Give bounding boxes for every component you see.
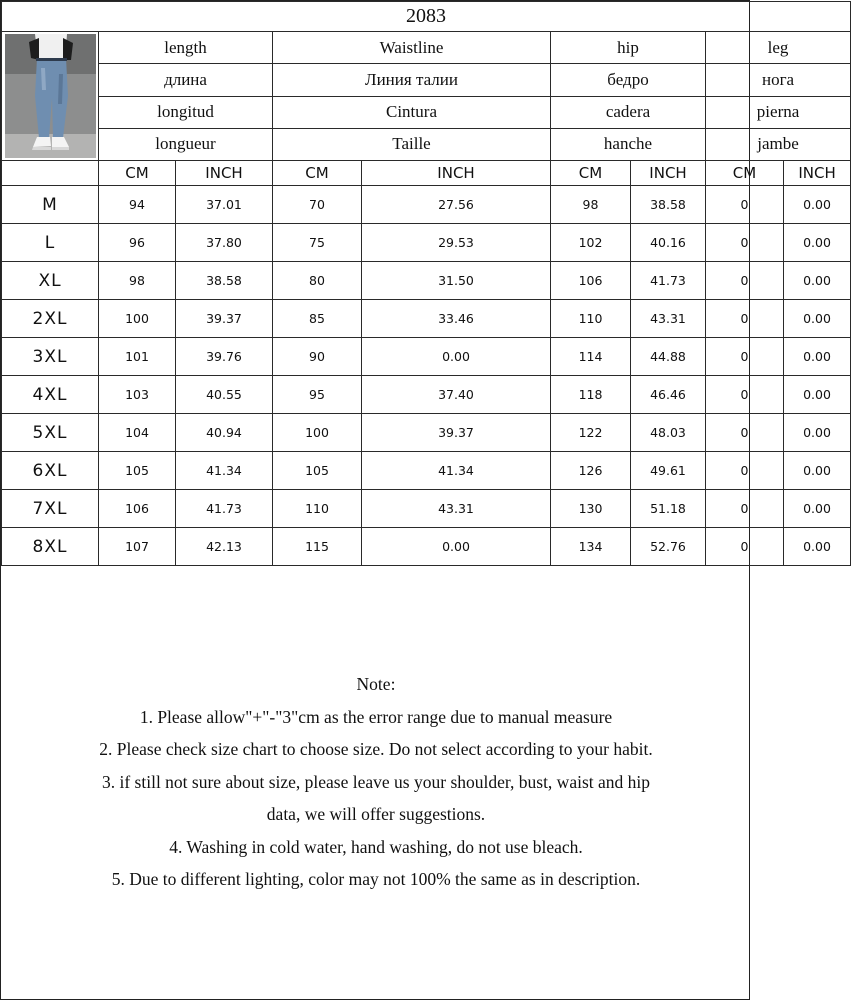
cell-leg-inch: 0.00 bbox=[784, 262, 851, 300]
cell-waist-inch: 0.00 bbox=[362, 528, 551, 566]
header-waistline-ru: Линия талии bbox=[273, 64, 551, 96]
cell-leg-inch: 0.00 bbox=[784, 186, 851, 224]
cell-leg-inch: 0.00 bbox=[784, 338, 851, 376]
cell-hip-cm: 98 bbox=[551, 186, 631, 224]
cell-waist-inch: 37.40 bbox=[362, 376, 551, 414]
cell-hip-cm: 110 bbox=[551, 300, 631, 338]
cell-length-cm: 104 bbox=[99, 414, 176, 452]
cell-waist-inch: 29.53 bbox=[362, 224, 551, 262]
cell-waist-cm: 105 bbox=[273, 452, 362, 490]
cell-hip-inch: 46.46 bbox=[631, 376, 706, 414]
note-line-2: 2. Please check size chart to choose size. Do not select according to your habit. bbox=[99, 739, 653, 759]
cell-length-cm: 94 bbox=[99, 186, 176, 224]
header-leg-ru: нога bbox=[706, 64, 851, 96]
size-row bbox=[2, 414, 851, 452]
cell-leg-cm: 0 bbox=[706, 452, 784, 490]
cell-leg-cm: 0 bbox=[706, 338, 784, 376]
notes-section bbox=[1, 668, 751, 896]
header-length-es: longitud bbox=[99, 96, 273, 128]
cell-length-inch: 37.01 bbox=[176, 186, 273, 224]
unit-hip-cm: CM bbox=[551, 161, 631, 186]
cell-hip-cm: 134 bbox=[551, 528, 631, 566]
cell-waist-inch: 31.50 bbox=[362, 262, 551, 300]
size-row bbox=[2, 376, 851, 414]
cell-length-inch: 40.94 bbox=[176, 414, 273, 452]
title-row bbox=[2, 2, 851, 32]
cell-leg-inch: 0.00 bbox=[784, 300, 851, 338]
unit-length-inch: INCH bbox=[176, 161, 273, 186]
cell-hip-inch: 40.16 bbox=[631, 224, 706, 262]
cell-waist-inch: 41.34 bbox=[362, 452, 551, 490]
cell-length-cm: 103 bbox=[99, 376, 176, 414]
cell-length-cm: 101 bbox=[99, 338, 176, 376]
cell-length-inch: 41.73 bbox=[176, 490, 273, 528]
size-row bbox=[2, 490, 851, 528]
cell-waist-cm: 85 bbox=[273, 300, 362, 338]
cell-hip-cm: 130 bbox=[551, 490, 631, 528]
size-row bbox=[2, 528, 851, 566]
cell-length-cm: 107 bbox=[99, 528, 176, 566]
size-row bbox=[2, 262, 851, 300]
size-row bbox=[2, 186, 851, 224]
header-waistline-en: Waistline bbox=[273, 32, 551, 64]
size-chart-table bbox=[1, 1, 851, 566]
cell-leg-inch: 0.00 bbox=[784, 528, 851, 566]
cell-leg-cm: 0 bbox=[706, 186, 784, 224]
cell-length-inch: 42.13 bbox=[176, 528, 273, 566]
cell-leg-cm: 0 bbox=[706, 262, 784, 300]
cell-length-cm: 100 bbox=[99, 300, 176, 338]
notes-heading: Note: bbox=[356, 674, 396, 694]
cell-length-inch: 39.76 bbox=[176, 338, 273, 376]
header-row-english bbox=[2, 32, 851, 64]
cell-waist-cm: 115 bbox=[273, 528, 362, 566]
product-photo-cell bbox=[2, 32, 99, 161]
note-line-3a: 3. if still not sure about size, please leave us your shoulder, bust, waist and hip bbox=[101, 771, 650, 792]
cell-waist-cm: 80 bbox=[273, 262, 362, 300]
cell-leg-inch: 0.00 bbox=[784, 452, 851, 490]
size-label: 6XL bbox=[2, 452, 99, 490]
header-length-en: length bbox=[99, 32, 273, 64]
cell-leg-inch: 0.00 bbox=[784, 414, 851, 452]
cell-length-inch: 39.37 bbox=[176, 300, 273, 338]
cell-waist-inch: 33.46 bbox=[362, 300, 551, 338]
unit-hip-inch: INCH bbox=[631, 161, 706, 186]
unit-waist-cm: CM bbox=[273, 161, 362, 186]
header-hip-ru: бедро bbox=[551, 64, 706, 96]
cell-hip-inch: 49.61 bbox=[631, 452, 706, 490]
cell-leg-cm: 0 bbox=[706, 300, 784, 338]
cell-waist-inch: 0.00 bbox=[362, 338, 551, 376]
header-leg-en: leg bbox=[706, 32, 851, 64]
cell-leg-cm: 0 bbox=[706, 376, 784, 414]
header-length-fr: longueur bbox=[99, 128, 273, 160]
note-line-1: 1. Please allow"+"-"3"cm as the error range due to manual measure bbox=[139, 706, 613, 727]
cell-hip-cm: 106 bbox=[551, 262, 631, 300]
cell-leg-cm: 0 bbox=[706, 490, 784, 528]
size-label: 4XL bbox=[2, 376, 99, 414]
size-row bbox=[2, 224, 851, 262]
cell-length-inch: 41.34 bbox=[176, 452, 273, 490]
cell-hip-inch: 43.31 bbox=[631, 300, 706, 338]
cell-length-cm: 105 bbox=[99, 452, 176, 490]
cell-waist-cm: 70 bbox=[273, 186, 362, 224]
size-label: 8XL bbox=[2, 528, 99, 566]
cell-length-cm: 106 bbox=[99, 490, 176, 528]
cell-leg-inch: 0.00 bbox=[784, 376, 851, 414]
cell-hip-cm: 122 bbox=[551, 414, 631, 452]
cell-waist-inch: 43.31 bbox=[362, 490, 551, 528]
cell-hip-inch: 38.58 bbox=[631, 186, 706, 224]
cell-leg-cm: 0 bbox=[706, 224, 784, 262]
note-line-5: 5. Due to different lighting, color may not 100% the same as in description. bbox=[111, 869, 641, 889]
header-waistline-fr: Taille bbox=[273, 128, 551, 160]
cell-waist-cm: 95 bbox=[273, 376, 362, 414]
cell-leg-inch: 0.00 bbox=[784, 490, 851, 528]
header-length-ru: длина bbox=[99, 64, 273, 96]
header-row-spanish bbox=[2, 96, 851, 128]
size-label: M bbox=[2, 186, 99, 224]
size-label: L bbox=[2, 224, 99, 262]
size-label: 3XL bbox=[2, 338, 99, 376]
size-row bbox=[2, 452, 851, 490]
header-hip-fr: hanche bbox=[551, 128, 706, 160]
cell-leg-inch: 0.00 bbox=[784, 224, 851, 262]
note-line-3b: data, we will offer suggestions. bbox=[266, 804, 486, 824]
size-row bbox=[2, 300, 851, 338]
unit-length-cm: CM bbox=[99, 161, 176, 186]
header-row-russian bbox=[2, 64, 851, 96]
cell-length-cm: 98 bbox=[99, 262, 176, 300]
cell-hip-inch: 52.76 bbox=[631, 528, 706, 566]
cell-waist-cm: 75 bbox=[273, 224, 362, 262]
cell-waist-cm: 90 bbox=[273, 338, 362, 376]
header-waistline-es: Cintura bbox=[273, 96, 551, 128]
cell-leg-cm: 0 bbox=[706, 414, 784, 452]
unit-row bbox=[2, 161, 851, 186]
header-leg-fr: jambe bbox=[706, 128, 851, 160]
header-hip-en: hip bbox=[551, 32, 706, 64]
cell-hip-cm: 102 bbox=[551, 224, 631, 262]
size-label: 7XL bbox=[2, 490, 99, 528]
cell-waist-cm: 110 bbox=[273, 490, 362, 528]
unit-leg-inch: INCH bbox=[784, 161, 851, 186]
unit-leg-cm: CM bbox=[706, 161, 784, 186]
cell-hip-cm: 126 bbox=[551, 452, 631, 490]
size-label: XL bbox=[2, 262, 99, 300]
header-row-french bbox=[2, 128, 851, 160]
cell-hip-inch: 41.73 bbox=[631, 262, 706, 300]
cell-length-inch: 37.80 bbox=[176, 224, 273, 262]
cell-waist-inch: 39.37 bbox=[362, 414, 551, 452]
cell-length-inch: 38.58 bbox=[176, 262, 273, 300]
product-code: 2083 bbox=[2, 2, 851, 32]
note-line-4: 4. Washing in cold water, hand washing, do not use bleach. bbox=[169, 836, 583, 857]
cell-waist-inch: 27.56 bbox=[362, 186, 551, 224]
unit-size-blank bbox=[2, 161, 99, 186]
header-hip-es: cadera bbox=[551, 96, 706, 128]
cell-hip-cm: 118 bbox=[551, 376, 631, 414]
cell-waist-cm: 100 bbox=[273, 414, 362, 452]
cell-hip-inch: 48.03 bbox=[631, 414, 706, 452]
cell-hip-inch: 44.88 bbox=[631, 338, 706, 376]
product-photo bbox=[5, 34, 96, 158]
cell-hip-cm: 114 bbox=[551, 338, 631, 376]
cell-length-cm: 96 bbox=[99, 224, 176, 262]
header-leg-es: pierna bbox=[706, 96, 851, 128]
size-label: 2XL bbox=[2, 300, 99, 338]
size-row bbox=[2, 338, 851, 376]
size-label: 5XL bbox=[2, 414, 99, 452]
unit-waist-inch: INCH bbox=[362, 161, 551, 186]
cell-leg-cm: 0 bbox=[706, 528, 784, 566]
cell-hip-inch: 51.18 bbox=[631, 490, 706, 528]
cell-length-inch: 40.55 bbox=[176, 376, 273, 414]
